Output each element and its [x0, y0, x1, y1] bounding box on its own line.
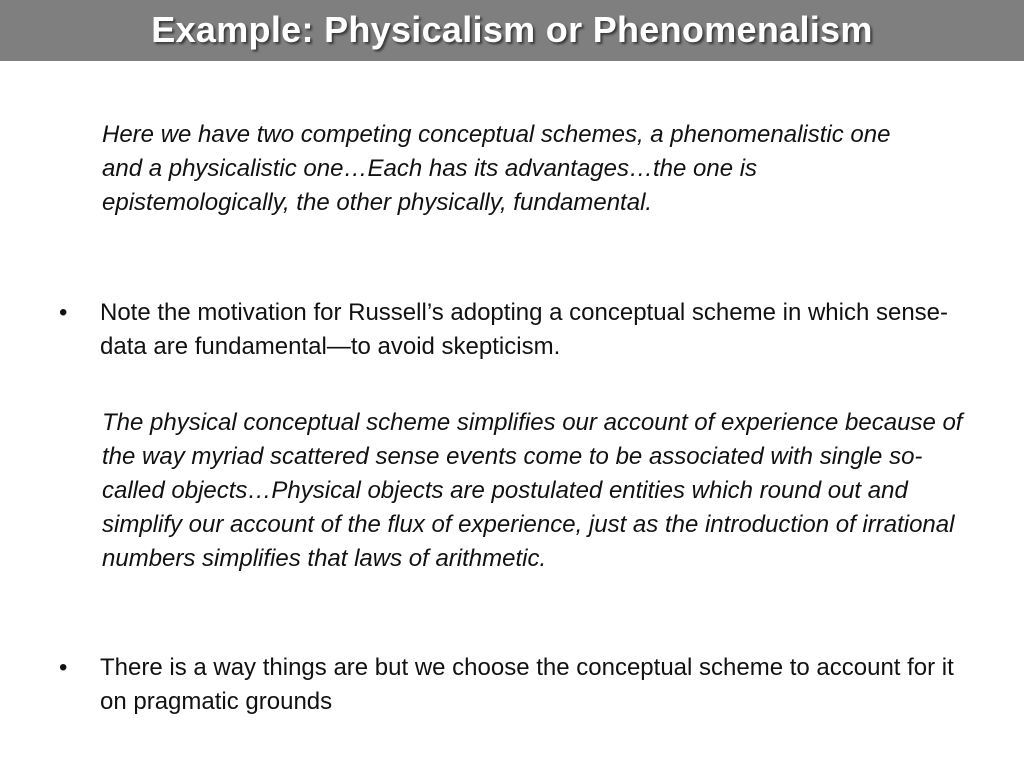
- bullet-text: There is a way things are but we choose the conceptual scheme to account for it on pragmatic grounds: [100, 654, 954, 715]
- bullet-item-2: [59, 651, 959, 719]
- bullet-text: Note the motivation for Russell’s adopting a conceptual scheme in which sense-data are fundamental—to avoid skepticism.: [100, 299, 949, 360]
- quote-paragraph-1: Here we have two competing conceptual schemes, a phenomenalistic one and a physicalistic one…Each has its advantages…the one is epistemologically, the other physically, fundamental.: [102, 121, 891, 216]
- slide-title: Example: Physicalism or Phenomenalism: [151, 8, 873, 50]
- bullet-item-1: [59, 296, 959, 364]
- bullet-marker: •: [59, 654, 68, 681]
- quote-paragraph-2: The physical conceptual scheme simplifies our account of experience because of the way myriad scattered sense events come to be associated with single so-called objects…Physical objects are postulated entities which round out and simplify our account of the flux of experience, just as the introduction of irrational numbers simplifies that laws of arithmetic.: [102, 409, 963, 572]
- bullet-marker: •: [59, 299, 68, 326]
